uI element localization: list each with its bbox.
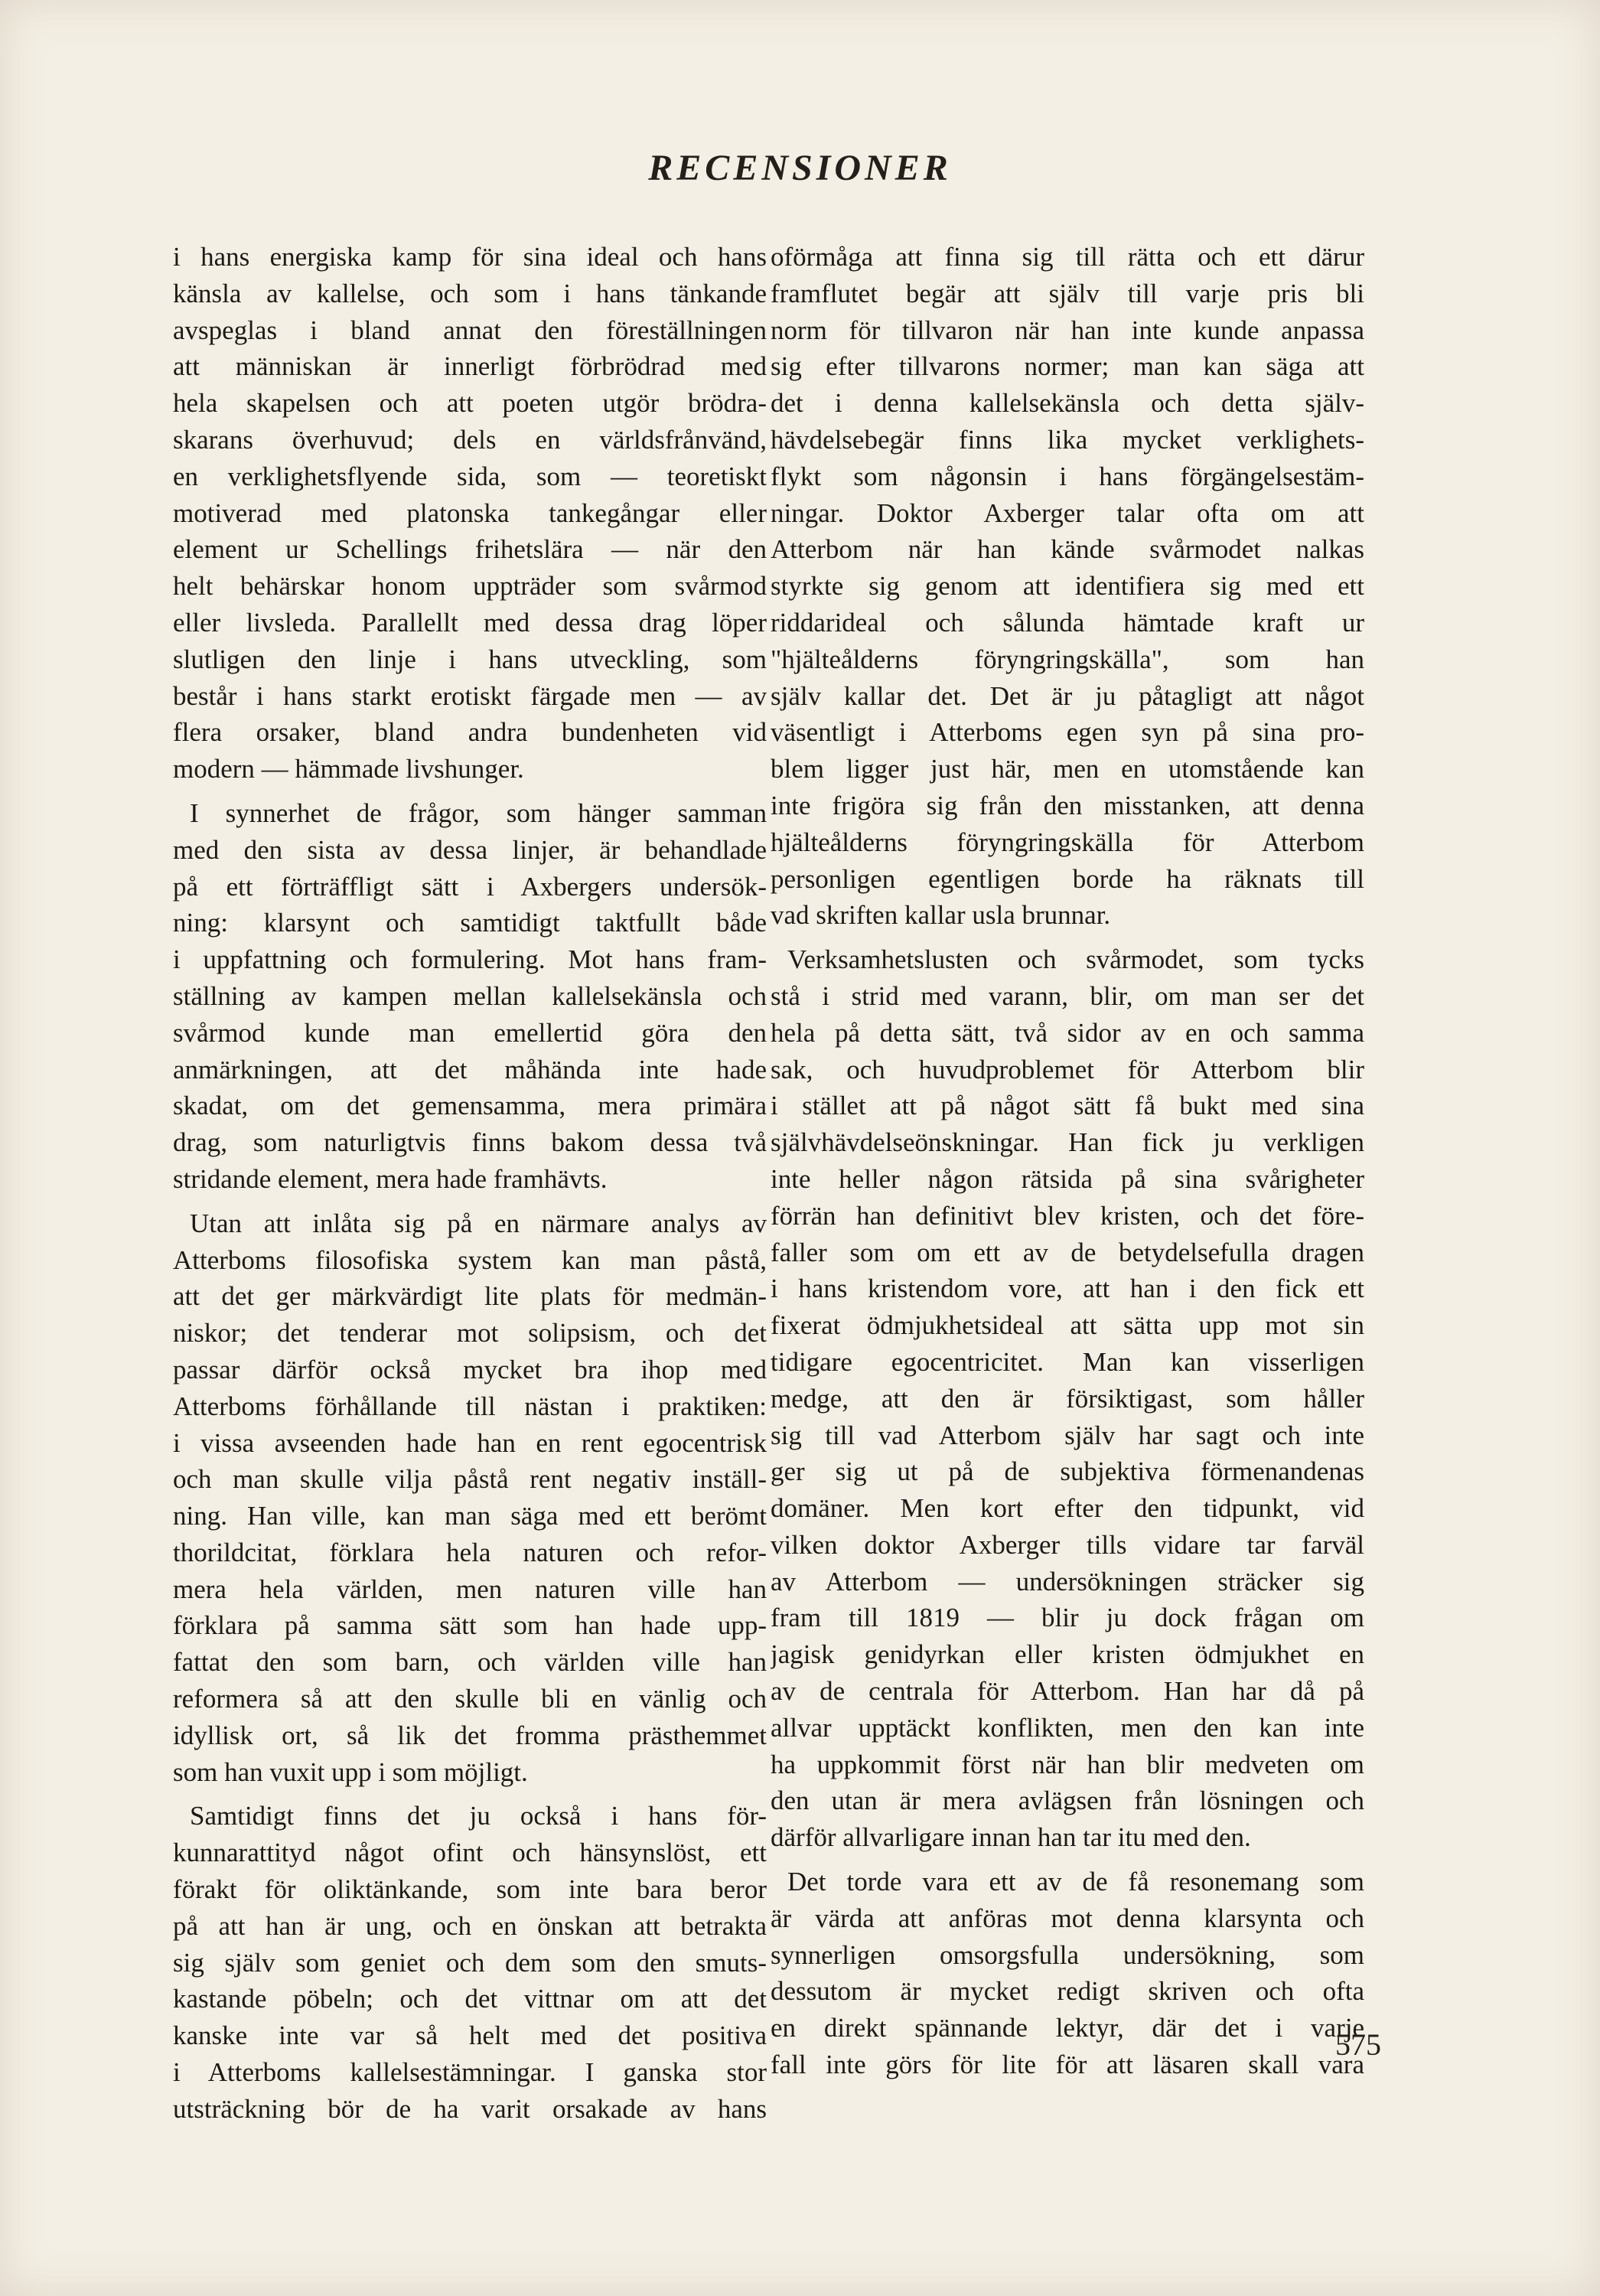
text-line: dessutom är mycket redigt skriven och ofta [771, 1976, 1364, 2007]
running-header: RECENSIONER [648, 148, 952, 188]
text-line: fram till 1819 — blir ju dock frågan om [771, 1603, 1364, 1633]
paragraph [173, 239, 767, 788]
text-line: tidigare egocentricitet. Man kan visserligen [771, 1346, 1364, 1377]
text-line: är värda att anföras mot denna klarsynta och [771, 1903, 1364, 1933]
paragraph [771, 239, 1364, 934]
text-line: känsla av kallelse, och som i hans tänkande [173, 278, 767, 308]
text-line: helt behärskar honom uppträder som svårmod [173, 571, 767, 602]
text-line: flykt som någonsin i hans förgängelsestäm- [771, 461, 1364, 491]
text-line: att människan är innerligt förbrödrad med [173, 351, 767, 382]
text-line: ningar. Doktor Axberger talar ofta om att [771, 497, 1364, 528]
text-line: själv kallar det. Det är ju påtagligt att något [771, 680, 1364, 711]
text-line: utsträckning bör de ha varit orsakade av hans [173, 2093, 767, 2124]
text-line: ger sig ut på de subjektiva förmenandenas [771, 1456, 1364, 1487]
text-line: eller livsleda. Parallellt med dessa drag löper [173, 607, 767, 638]
text-line: i vissa avseenden hade han en rent egocentrisk [173, 1427, 767, 1458]
text-line: kastande pöbeln; och det vittnar om att det [173, 1984, 767, 2014]
text-line: Samtidigt finns det ju också i hans för- [190, 1801, 767, 1831]
text-line: styrkte sig genom att identifiera sig med ett [771, 571, 1364, 602]
text-line: synnerligen omsorgsfulla undersökning, som [771, 1939, 1364, 1970]
text-line: på att han är ung, och en önskan att betrakta [173, 1910, 767, 1941]
text-line: Atterboms förhållande till nästan i praktiken: [173, 1391, 767, 1421]
text-line: ställning av kampen mellan kallelsekänsla och [173, 980, 767, 1011]
text-line: hjälteålderns föryngringskälla för Atterbom [771, 827, 1364, 857]
text-line: att det ger märkvärdigt lite plats för medmän- [173, 1281, 767, 1312]
text-line: i uppfattning och formulering. Mot hans fram- [173, 944, 767, 975]
paragraph-gap [771, 1856, 1364, 1864]
text-line: vilken doktor Axberger tills vidare tar farväl [771, 1529, 1364, 1560]
text-line: den utan är mera avlägsen från lösningen och [771, 1786, 1364, 1816]
text-line: sig själv som geniet och dem som den smuts- [173, 1947, 767, 1978]
text-line: vad skriften kallar usla brunnar. [771, 900, 1111, 931]
text-line: framflutet begär att själv till varje pris bli [771, 278, 1364, 308]
text-line: sig till vad Atterbom själv har sagt och inte [771, 1420, 1364, 1450]
text-line: består i hans starkt erotiskt färgade men — av [173, 680, 767, 711]
text-line: därför allvarligare innan han tar itu med den. [771, 1822, 1251, 1853]
text-line: självhävdelseönskningar. Han fick ju verkligen [771, 1127, 1364, 1158]
text-line: Utan att inlåta sig på en närmare analys av [190, 1208, 767, 1238]
text-line: i stället att på något sätt få bukt med sina [771, 1091, 1364, 1121]
text-line: inte frigöra sig från den misstanken, att denna [771, 790, 1364, 820]
text-line: i hans kristendom vore, att han i den fick ett [771, 1274, 1364, 1304]
text-line: hävdelsebegär finns lika mycket verklighets- [771, 424, 1364, 455]
text-line: mera hela världen, men naturen ville han [173, 1574, 767, 1604]
text-line: thorildcitat, förklara hela naturen och refor- [173, 1537, 767, 1567]
text-line: väsentligt i Atterboms egen syn på sina pro- [771, 717, 1364, 748]
text-line: en verklighetsflyende sida, som — teoretiskt [173, 461, 767, 491]
text-line: Atterboms filosofiska system kan man påstå, [173, 1244, 767, 1275]
text-line: avspeglas i bland annat den föreställningen [173, 315, 767, 345]
text-line: drag, som naturligtvis finns bakom dessa två [173, 1127, 767, 1158]
text-line: slutligen den linje i hans utveckling, som [173, 644, 767, 674]
text-line: idyllisk ort, så lik det fromma prästhemmet [173, 1720, 767, 1750]
text-line: hela på detta sätt, två sidor av en och samma [771, 1017, 1364, 1048]
paragraph-gap [173, 788, 767, 795]
text-line: jagisk genidyrkan eller kristen ödmjukhet en [771, 1639, 1364, 1670]
text-line: Det torde vara ett av de få resonemang som [787, 1867, 1364, 1897]
text-line: det i denna kallelsekänsla och detta själv- [771, 388, 1364, 419]
paragraph [173, 1798, 767, 2127]
paragraph [173, 1205, 767, 1791]
text-line: "hjälteålderns föryngringskälla", som han [771, 644, 1364, 674]
text-line: blem ligger just här, men en utomstående kan [771, 754, 1364, 784]
text-line: av de centrala för Atterbom. Han har då på [771, 1676, 1364, 1707]
text-line: faller som om ett av de betydelsefulla dragen [771, 1237, 1364, 1267]
paragraph [771, 941, 1364, 1856]
text-line: som han vuxit upp i som möjligt. [173, 1756, 528, 1787]
text-line: element ur Schellings frihetslära — när den [173, 534, 767, 565]
text-line: stridande element, mera hade framhävts. [173, 1163, 608, 1194]
text-line: domäner. Men kort efter den tidpunkt, vid [771, 1493, 1364, 1524]
text-line: förklara på samma sätt som han hade upp- [173, 1610, 767, 1641]
text-line: svårmod kunde man emellertid göra den [173, 1017, 767, 1048]
text-line: kanske inte var så helt med det positiva [173, 2020, 767, 2051]
text-line: anmärkningen, att det måhända inte hade [173, 1054, 767, 1084]
text-line: flera orsaker, bland andra bundenheten vid [173, 717, 767, 748]
text-line: passar därför också mycket bra ihop med [173, 1354, 767, 1384]
text-line: norm för tillvaron när han inte kunde anpassa [771, 315, 1364, 345]
text-line: personligen egentligen borde ha räknats till [771, 863, 1364, 894]
right-text-column [771, 239, 1364, 2083]
text-line: stå i strid med varann, blir, om man ser det [771, 980, 1364, 1011]
text-line: ha uppkommit först när han blir medveten om [771, 1749, 1364, 1779]
text-line: Verksamhetslusten och svårmodet, som tycks [787, 944, 1364, 975]
paragraph-gap [173, 1790, 767, 1798]
text-line: niskor; det tenderar mot solipsism, och det [173, 1318, 767, 1349]
text-line: med den sista av dessa linjer, är behandlade [173, 834, 767, 865]
text-line: fall inte görs för lite för att läsaren skall vara [771, 2050, 1364, 2080]
text-line: och man skulle vilja påstå rent negativ inställ- [173, 1464, 767, 1495]
text-line: inte heller någon rätsida på sina svårigheter [771, 1163, 1364, 1194]
text-line: av Atterbom — undersökningen sträcker sig [771, 1566, 1364, 1596]
text-line: sak, och huvudproblemet för Atterbom blir [771, 1054, 1364, 1084]
text-line: förakt för oliktänkande, som inte bara beror [173, 1874, 767, 1905]
text-line: en direkt spännande lektyr, där det i varje [771, 2013, 1364, 2043]
text-line: skarans överhuvud; dels en världsfrånvänd, [173, 424, 767, 455]
text-line: ning: klarsynt och samtidigt taktfullt både [173, 908, 767, 938]
text-line: ning. Han ville, kan man säga med ett berömt [173, 1501, 767, 1531]
text-line: riddarideal och sålunda hämtade kraft ur [771, 607, 1364, 638]
paragraph [173, 795, 767, 1198]
paragraph [771, 1864, 1364, 2083]
paragraph-gap [173, 1198, 767, 1205]
text-line: i hans energiska kamp för sina ideal och hans [173, 242, 767, 272]
text-line: allvar upptäckt konflikten, men den kan inte [771, 1712, 1364, 1743]
left-text-column [173, 239, 767, 2128]
text-line: kunnarattityd något ofint och hänsynslöst, ett [173, 1838, 767, 1868]
text-line: oförmåga att finna sig till rätta och ett därur [771, 242, 1364, 272]
text-line: på ett förträffligt sätt i Axbergers undersök- [173, 871, 767, 902]
page-number: 575 [1335, 2027, 1381, 2062]
text-line: skadat, om det gemensamma, mera primära [173, 1091, 767, 1121]
text-line: förrän han definitivt blev kristen, och det före- [771, 1200, 1364, 1231]
text-line: motiverad med platonska tankegångar eller [173, 497, 767, 528]
text-line: Atterbom när han kände svårmodet nalkas [771, 534, 1364, 565]
text-line: fixerat ödmjukhetsideal att sätta upp mot sin [771, 1310, 1364, 1341]
text-line: medge, att den är försiktigast, som håller [771, 1383, 1364, 1414]
text-line: hela skapelsen och att poeten utgör brödra- [173, 388, 767, 419]
text-line: modern — hämmade livshunger. [173, 754, 524, 784]
text-line: I synnerhet de frågor, som hänger samman [190, 797, 767, 828]
text-line: i Atterboms kallelsestämningar. I ganska stor [173, 2057, 767, 2088]
text-line: fattat den som barn, och världen ville han [173, 1647, 767, 1678]
text-line: sig efter tillvarons normer; man kan säga att [771, 351, 1364, 382]
paragraph-gap [771, 934, 1364, 941]
text-line: reformera så att den skulle bli en vänlig och [173, 1684, 767, 1714]
